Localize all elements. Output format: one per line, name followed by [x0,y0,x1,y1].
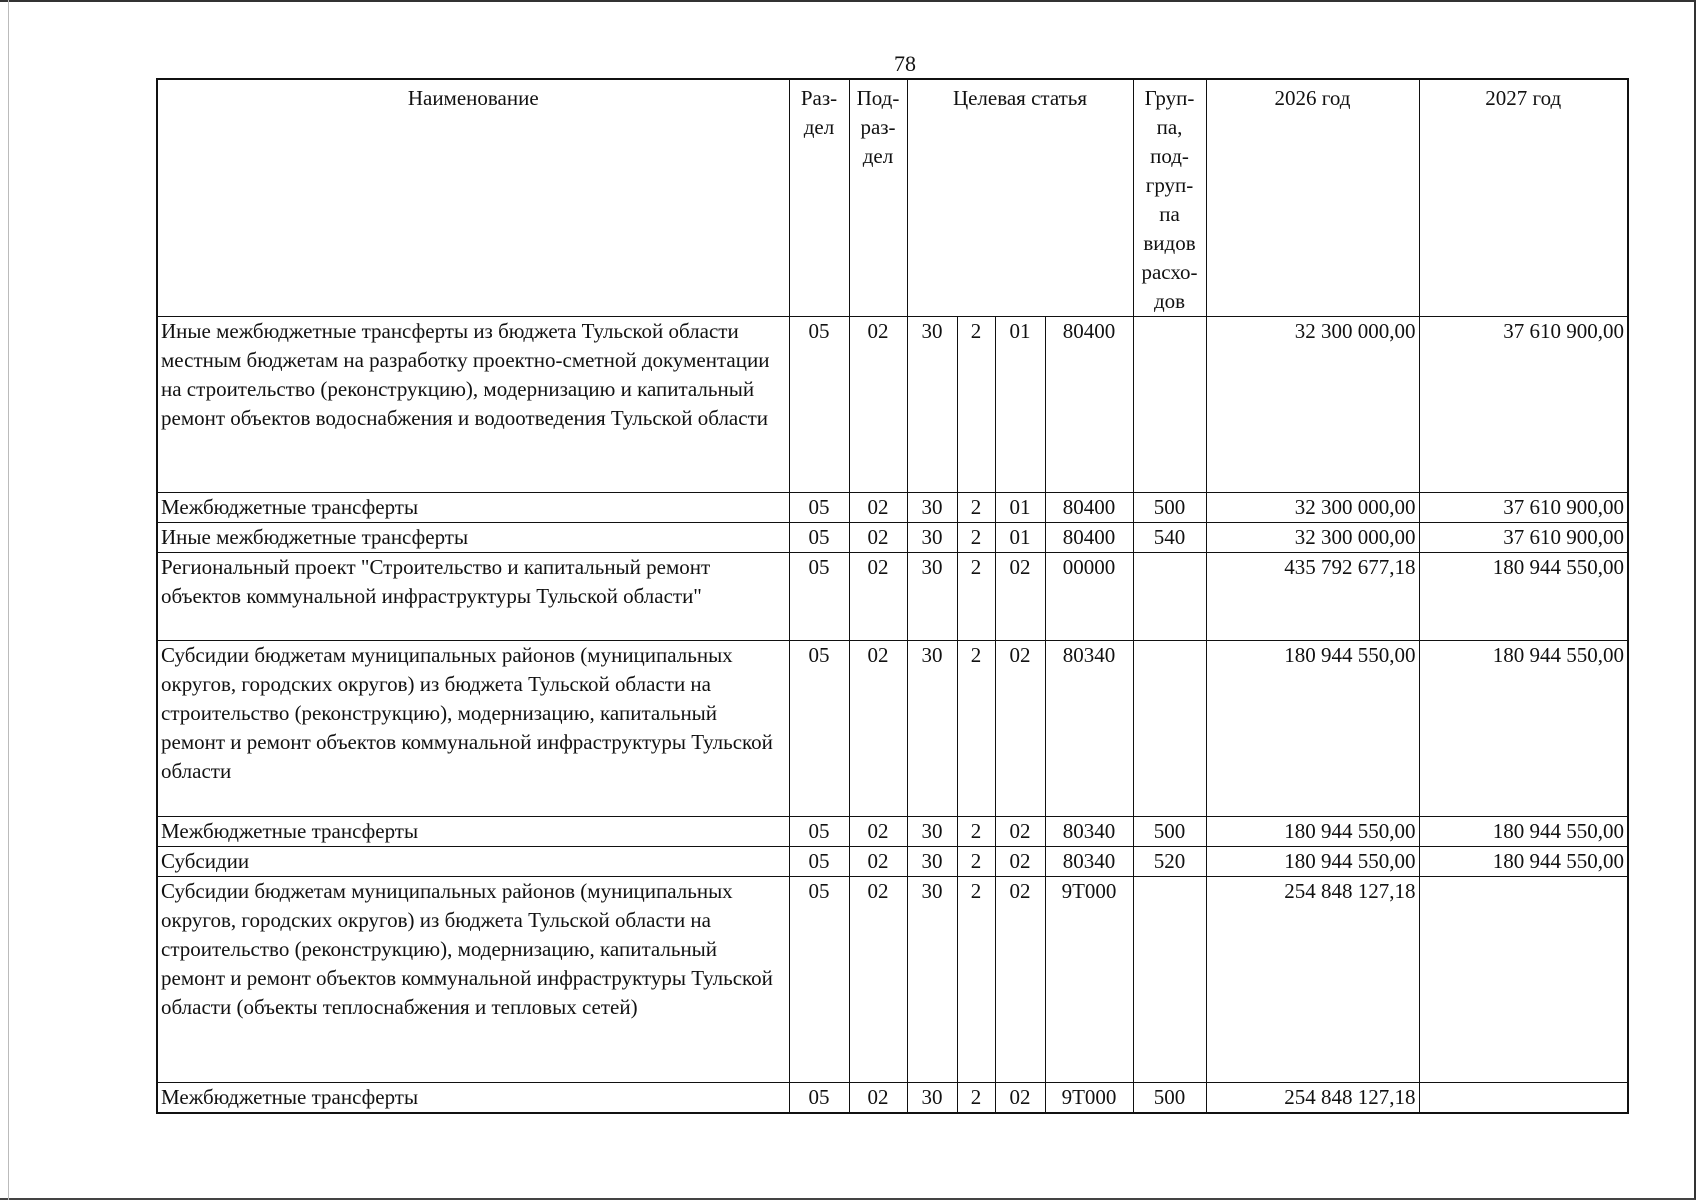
row-expense-group [1133,553,1206,641]
row-target-structure: 01 [995,523,1045,553]
row-target-program: 30 [907,317,957,493]
row-amount-2027: 37 610 900,00 [1419,493,1628,523]
header-name: Наименование [157,79,789,317]
row-name: Региональный проект "Строительство и капитальный ремонт объектов коммунальной инфраструктуры Тульской области" [157,553,789,641]
row-amount-2026: 180 944 550,00 [1206,847,1419,877]
row-target-direction: 80400 [1045,317,1133,493]
row-amount-2027 [1419,1083,1628,1114]
row-target-direction: 80400 [1045,493,1133,523]
row-target-direction: 00000 [1045,553,1133,641]
row-amount-2026: 254 848 127,18 [1206,877,1419,1083]
row-name: Субсидии бюджетам муниципальных районов (муниципальных округов, городских округов) из бюджета Тульской области на строительство (реконструкцию), модернизацию, капитальный ремонт и ремонт объектов коммунальной инфраструктуры Тульской области (объекты теплоснабжения и тепловых сетей) [157,877,789,1083]
row-subsection: 02 [849,317,907,493]
header-expense-group: Груп- па, под- груп- па видов расхо- дов [1133,79,1206,317]
row-target-direction: 80340 [1045,641,1133,817]
row-amount-2026: 32 300 000,00 [1206,523,1419,553]
row-amount-2026: 32 300 000,00 [1206,317,1419,493]
row-name: Иные межбюджетные трансферты из бюджета Тульской области местным бюджетам на разработку проектно-сметной документации на строительство (реконструкцию), модернизацию и капитальный ремонт объектов водоснабжения и водоотведения Тульской области [157,317,789,493]
row-section: 05 [789,847,849,877]
row-target-structure: 02 [995,817,1045,847]
row-target-type: 2 [957,1083,995,1114]
header-year-2027: 2027 год [1419,79,1628,317]
row-target-structure: 01 [995,317,1045,493]
row-target-direction: 80400 [1045,523,1133,553]
row-target-structure: 02 [995,553,1045,641]
row-target-program: 30 [907,877,957,1083]
table-row [157,317,1628,493]
row-name: Межбюджетные трансферты [157,817,789,847]
row-subsection: 02 [849,523,907,553]
row-expense-group: 500 [1133,493,1206,523]
table-body [157,317,1628,1114]
row-amount-2027: 180 944 550,00 [1419,553,1628,641]
row-expense-group [1133,641,1206,817]
row-expense-group: 520 [1133,847,1206,877]
row-amount-2026: 32 300 000,00 [1206,493,1419,523]
row-subsection: 02 [849,493,907,523]
row-target-program: 30 [907,523,957,553]
row-target-type: 2 [957,847,995,877]
row-expense-group: 500 [1133,817,1206,847]
row-name: Субсидии бюджетам муниципальных районов (муниципальных округов, городских округов) из бюджета Тульской области на строительство (реконструкцию), модернизацию, капитальный ремонт и ремонт объектов коммунальной инфраструктуры Тульской области [157,641,789,817]
row-name: Межбюджетные трансферты [157,1083,789,1114]
row-target-program: 30 [907,553,957,641]
row-section: 05 [789,641,849,817]
table-row [157,641,1628,817]
row-target-type: 2 [957,877,995,1083]
header-target-article: Целевая статья [907,79,1133,317]
header-subsection: Под- раз- дел [849,79,907,317]
row-section: 05 [789,553,849,641]
row-subsection: 02 [849,877,907,1083]
row-target-direction: 9Т000 [1045,1083,1133,1114]
row-target-type: 2 [957,523,995,553]
row-amount-2027: 180 944 550,00 [1419,847,1628,877]
row-subsection: 02 [849,1083,907,1114]
row-target-structure: 02 [995,847,1045,877]
row-amount-2026: 180 944 550,00 [1206,641,1419,817]
row-target-direction: 80340 [1045,847,1133,877]
row-amount-2026: 435 792 677,18 [1206,553,1419,641]
row-amount-2026: 180 944 550,00 [1206,817,1419,847]
row-target-structure: 01 [995,493,1045,523]
row-name: Межбюджетные трансферты [157,493,789,523]
row-section: 05 [789,877,849,1083]
row-target-program: 30 [907,847,957,877]
row-target-direction: 80340 [1045,817,1133,847]
row-section: 05 [789,317,849,493]
row-name: Иные межбюджетные трансферты [157,523,789,553]
row-amount-2027: 37 610 900,00 [1419,523,1628,553]
row-name: Субсидии [157,847,789,877]
row-section: 05 [789,817,849,847]
row-expense-group [1133,877,1206,1083]
budget-table [156,78,1629,1114]
row-target-direction: 9Т000 [1045,877,1133,1083]
table-row [157,493,1628,523]
row-target-program: 30 [907,493,957,523]
row-target-structure: 02 [995,641,1045,817]
row-amount-2027: 180 944 550,00 [1419,817,1628,847]
page-number: 78 [894,51,916,76]
row-section: 05 [789,523,849,553]
row-section: 05 [789,493,849,523]
header-year-2026: 2026 год [1206,79,1419,317]
row-amount-2026: 254 848 127,18 [1206,1083,1419,1114]
row-expense-group: 500 [1133,1083,1206,1114]
row-subsection: 02 [849,641,907,817]
header-section: Раз- дел [789,79,849,317]
row-target-program: 30 [907,817,957,847]
row-target-type: 2 [957,493,995,523]
table-header-row [157,79,1628,317]
table-row [157,847,1628,877]
row-target-type: 2 [957,317,995,493]
row-amount-2027 [1419,877,1628,1083]
row-expense-group: 540 [1133,523,1206,553]
row-target-structure: 02 [995,1083,1045,1114]
row-amount-2027: 180 944 550,00 [1419,641,1628,817]
row-expense-group [1133,317,1206,493]
row-target-program: 30 [907,1083,957,1114]
table-row [157,553,1628,641]
table-row [157,523,1628,553]
row-amount-2027: 37 610 900,00 [1419,317,1628,493]
scan-edge-line [8,0,9,1200]
row-target-type: 2 [957,553,995,641]
table-row [157,877,1628,1083]
row-subsection: 02 [849,553,907,641]
table-row [157,817,1628,847]
row-target-program: 30 [907,641,957,817]
row-subsection: 02 [849,847,907,877]
table-row [157,1083,1628,1114]
row-target-type: 2 [957,641,995,817]
row-target-type: 2 [957,817,995,847]
row-target-structure: 02 [995,877,1045,1083]
row-subsection: 02 [849,817,907,847]
row-section: 05 [789,1083,849,1114]
